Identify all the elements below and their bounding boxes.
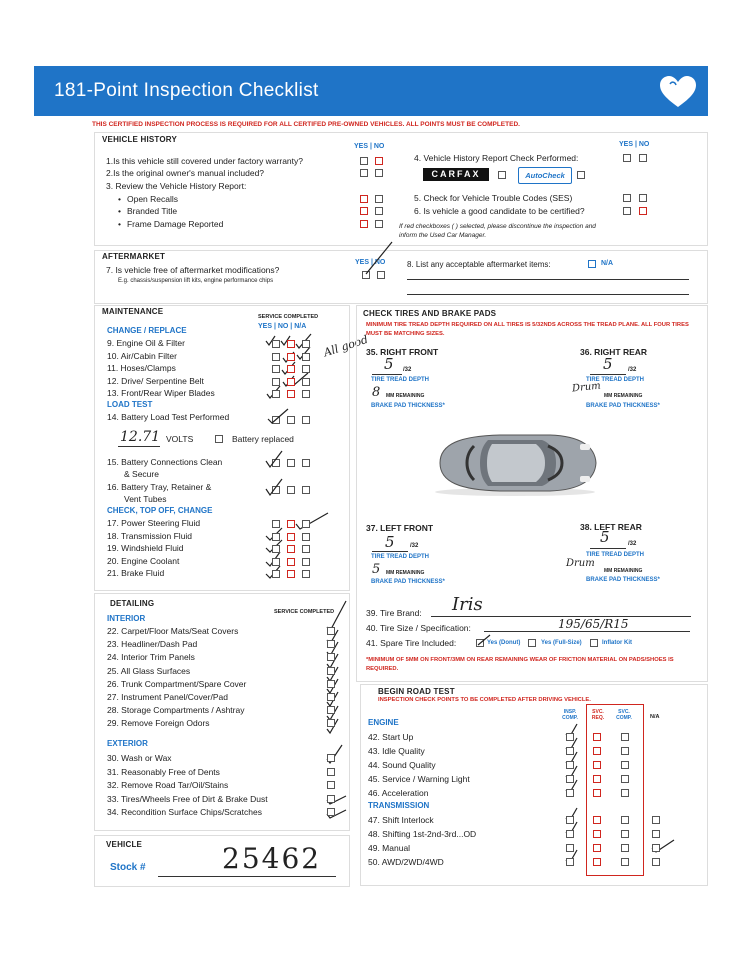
inflator-checkbox[interactable] [590, 639, 598, 647]
min-pad-note: *MINIMUM OF 5MM ON FRONT/3MM ON REAR REMAINING WEAR OF FRICTION MATERIAL ON PADS/SHOES IS REQUIRED. [366, 657, 674, 672]
col-svc-comp: SVC. COMP. [616, 709, 632, 721]
q15-no-checkbox[interactable] [287, 459, 295, 467]
q41: 41. Spare Tire Included: [366, 638, 457, 648]
sub-frame-damage: • Frame Damage Reported [118, 219, 223, 229]
aftermarket-heading: AFTERMARKET [102, 252, 166, 261]
volts-line [118, 446, 160, 447]
q5-no-checkbox[interactable] [639, 194, 647, 202]
frame-yes-checkbox[interactable] [360, 220, 368, 228]
red-note-2: inform the Used Car Manager. [399, 232, 487, 239]
q14-no-checkbox[interactable] [287, 416, 295, 424]
svc-req-checkbox[interactable] [593, 858, 601, 866]
lr-tread-line [590, 548, 626, 549]
q15-na-checkbox[interactable] [302, 459, 310, 467]
tire-size-value[interactable]: 195/65/R15 [558, 617, 629, 631]
rr-tread[interactable]: 5 [603, 355, 613, 373]
maint-item: 18. Transmission Fluid [107, 530, 193, 541]
detail-checkbox[interactable] [327, 808, 335, 816]
aftermarket-line-2[interactable] [407, 294, 689, 295]
road-item: 44. Sound Quality [368, 760, 436, 770]
rf-32: /32 [403, 367, 412, 373]
change-replace-heading: CHANGE / REPLACE [107, 326, 187, 335]
branded-no-checkbox[interactable] [375, 207, 383, 215]
lf-pad-caption: BRAKE PAD THICKNESS* [371, 579, 445, 585]
q7: 7. Is vehicle free of aftermarket modifications? [106, 265, 280, 275]
svc-req-checkbox[interactable] [593, 844, 601, 852]
detail-item: 22. Carpet/Floor Mats/Seat Covers [107, 626, 239, 636]
q7-yes-checkbox[interactable] [362, 271, 370, 279]
rf-pad[interactable]: 8 [372, 385, 381, 400]
spare-donut-checkbox[interactable] [476, 639, 484, 647]
maint-item: 9. Engine Oil & Filter [107, 338, 185, 348]
detail-item: 23. Headliner/Dash Pad [107, 639, 198, 650]
road-item: 42. Start Up [368, 732, 414, 742]
svc-comp-checkbox[interactable] [621, 816, 629, 824]
q7-no-checkbox[interactable] [377, 271, 385, 279]
spare-full-label: Yes (Full-Size) [541, 640, 582, 646]
svc-req-checkbox[interactable] [593, 761, 601, 769]
q4: 4. Vehicle History Report Check Performed: [414, 153, 579, 163]
detail-item: 28. Storage Compartments / Ashtray [107, 705, 245, 716]
maint-item: 17. Power Steering Fluid [107, 518, 201, 528]
maint-svc-completed: SERVICE COMPLETED [258, 314, 319, 320]
q2: 2.Is the original owner's manual included? [106, 168, 265, 178]
battery-replaced-checkbox[interactable] [215, 435, 223, 443]
vehicle-heading: VEHICLE [106, 840, 143, 849]
detail-item: 33. Tires/Wheels Free of Dirt & Brake Dust [107, 793, 268, 804]
q8: 8. List any acceptable aftermarket items: [407, 260, 551, 269]
rf-tread-line [372, 374, 402, 375]
q8-na-checkbox[interactable] [588, 260, 596, 268]
lf-label: 37. LEFT FRONT [366, 523, 434, 533]
red-note-1: If red checkboxes ( ) selected, please discontinue the inspection and [399, 223, 596, 230]
maint-checkbox[interactable] [272, 533, 280, 541]
recalls-no-checkbox[interactable] [375, 195, 383, 203]
q1: 1.Is this vehicle still covered under factory warranty? [106, 156, 304, 166]
volts-value[interactable]: 12.71 [120, 429, 161, 445]
maint-checkbox[interactable] [302, 390, 310, 398]
rr-32: /32 [628, 367, 637, 373]
q16b: Vent Tubes [124, 494, 167, 504]
insp-comp-checkbox[interactable] [566, 747, 574, 755]
maint-checkbox[interactable] [302, 545, 310, 553]
svc-comp-checkbox[interactable] [621, 830, 629, 838]
maint-checkbox[interactable] [287, 545, 295, 553]
header-banner [34, 66, 708, 116]
detail-item: 29. Remove Foreign Odors [107, 718, 210, 729]
detail-checkbox[interactable] [327, 640, 335, 648]
road-item: 50. AWD/2WD/4WD [368, 857, 444, 867]
interior-heading: INTERIOR [107, 614, 146, 623]
maint-checkbox[interactable] [302, 365, 310, 373]
maint-checkbox[interactable] [287, 390, 295, 398]
maint-checkbox[interactable] [272, 520, 280, 528]
detail-checkbox[interactable] [327, 627, 335, 635]
insp-comp-checkbox[interactable] [566, 775, 574, 783]
svc-req-checkbox[interactable] [593, 830, 601, 838]
q14: 14. Battery Load Test Performed [107, 412, 230, 422]
detail-checkbox[interactable] [327, 719, 335, 727]
detail-item: 24. Interior Trim Panels [107, 652, 195, 663]
stock-value[interactable]: 25462 [222, 842, 322, 875]
q6-yes-checkbox[interactable] [623, 207, 631, 215]
lf-32: /32 [410, 543, 419, 549]
aftermarket-section [94, 250, 708, 304]
rf-pad-caption: BRAKE PAD THICKNESS* [371, 403, 445, 409]
maint-item: 12. Drive/ Serpentine Belt [107, 375, 204, 386]
engine-heading: ENGINE [368, 718, 399, 727]
spare-donut-label: Yes (Donut) [487, 640, 521, 646]
lr-tread[interactable]: 5 [600, 528, 610, 546]
q16-no-checkbox[interactable] [287, 486, 295, 494]
q2-no-checkbox[interactable] [375, 169, 383, 177]
maint-checkbox[interactable] [287, 353, 295, 361]
detailing-heading: DETAILING [110, 599, 155, 608]
lr-32: /32 [628, 541, 637, 547]
q1-yes-checkbox[interactable] [360, 157, 368, 165]
car-top-view-icon [430, 430, 600, 496]
road-item: 48. Shifting 1st-2nd-3rd...OD [368, 829, 477, 839]
road-item: 45. Service / Warning Light [368, 774, 470, 784]
maint-checkbox[interactable] [302, 520, 310, 528]
maint-checkbox[interactable] [302, 570, 310, 578]
rr-tread-line [590, 374, 626, 375]
maint-checkbox[interactable] [287, 340, 295, 348]
svc-comp-checkbox[interactable] [621, 747, 629, 755]
carfax-checkbox[interactable] [498, 171, 506, 179]
maintenance-heading: MAINTENANCE [102, 307, 164, 316]
detail-item: 31. Reasonably Free of Dents [107, 766, 220, 777]
maint-checkbox[interactable] [287, 533, 295, 541]
insp-comp-checkbox[interactable] [566, 816, 574, 824]
maint-checkbox[interactable] [287, 520, 295, 528]
carfax-logo: CARFAX [423, 168, 489, 181]
q4-no-checkbox[interactable] [639, 154, 647, 162]
na-checkbox[interactable] [652, 844, 660, 852]
q1-no-checkbox[interactable] [375, 157, 383, 165]
detail-checkbox[interactable] [327, 653, 335, 661]
lr-pad-caption: BRAKE PAD THICKNESS* [586, 577, 660, 583]
lr-pad[interactable]: Drum [566, 558, 595, 569]
detail-item: 34. Recondition Surface Chips/Scratches [107, 807, 262, 817]
insp-comp-checkbox[interactable] [566, 789, 574, 797]
col-na: N/A [650, 714, 660, 720]
lr-tread-caption: TIRE TREAD DEPTH [586, 552, 645, 558]
page-title: 181-Point Inspection Checklist [54, 80, 319, 101]
q16-na-checkbox[interactable] [302, 486, 310, 494]
q16a: 16. Battery Tray, Retainer & [107, 482, 212, 492]
road-item: 49. Manual [368, 843, 411, 853]
exterior-heading: EXTERIOR [107, 739, 148, 748]
svc-comp-checkbox[interactable] [621, 789, 629, 797]
maint-checkbox[interactable] [287, 365, 295, 373]
maint-checkbox[interactable] [302, 340, 310, 348]
svc-req-checkbox[interactable] [593, 747, 601, 755]
recalls-yes-checkbox[interactable] [360, 195, 368, 203]
road-test-note: INSPECTION CHECK POINTS TO BE COMPLETED AFTER DRIVING VEHICLE. [378, 697, 591, 703]
q8-na-label: N/A [601, 260, 614, 267]
insp-comp-checkbox[interactable] [566, 858, 574, 866]
notice-text: THIS CERTIFIED INSPECTION PROCESS IS REQUIRED FOR ALL CERTIFED PRE-OWNED VEHICLES. ALL POINTS MUST BE COMPLETED. [92, 121, 520, 128]
col-svc-req: SVC. REQ. [591, 709, 605, 721]
maint-item: 11. Hoses/Clamps [107, 363, 176, 373]
branded-yes-checkbox[interactable] [360, 207, 368, 215]
spare-full-checkbox[interactable] [528, 639, 536, 647]
q3: 3. Review the Vehicle History Report: [106, 181, 247, 191]
lf-mm: MM REMAINING [386, 570, 425, 576]
maint-item: 10. Air/Cabin Filter [107, 350, 177, 361]
road-test-heading: BEGIN ROAD TEST [378, 687, 455, 696]
detail-checkbox[interactable] [327, 768, 335, 776]
lf-pad[interactable]: 5 [372, 562, 381, 577]
q4-yes-checkbox[interactable] [623, 154, 631, 162]
maint-checkbox[interactable] [272, 545, 280, 553]
maint-checkbox[interactable] [272, 390, 280, 398]
maint-item: 13. Front/Rear Wiper Blades [107, 388, 215, 398]
maint-checkbox[interactable] [302, 533, 310, 541]
q15b: & Secure [124, 469, 159, 479]
q15-yes-checkbox[interactable] [272, 459, 280, 467]
maint-checkbox[interactable] [272, 558, 280, 566]
heart-icon [658, 74, 698, 110]
q6: 6. Is vehicle a good candidate to be certified? [414, 206, 585, 216]
detail-checkbox[interactable] [327, 781, 335, 789]
svc-comp-checkbox[interactable] [621, 858, 629, 866]
rf-tread-caption: TIRE TREAD DEPTH [371, 377, 430, 383]
road-item: 46. Acceleration [368, 788, 429, 798]
rr-pad[interactable]: Drum [571, 380, 602, 395]
stock-line [158, 876, 336, 877]
lr-label: 38. LEFT REAR [580, 522, 642, 532]
svc-req-checkbox[interactable] [593, 775, 601, 783]
na-checkbox[interactable] [652, 816, 660, 824]
yes-no-header: YES | NO [354, 143, 385, 150]
maint-checkbox[interactable] [272, 570, 280, 578]
vehicle-history-heading: VEHICLE HISTORY [102, 135, 178, 144]
q7-note: E.g. chassis/suspension lift kits, engine performance chips [118, 278, 274, 284]
insp-comp-checkbox[interactable] [566, 761, 574, 769]
road-item: 47. Shift Interlock [368, 815, 434, 825]
q40: 40. Tire Size / Specification: [366, 623, 471, 633]
rr-label: 36. RIGHT REAR [580, 347, 648, 357]
rf-mm: MM REMAINING [386, 393, 425, 399]
aftermarket-line-1[interactable] [407, 279, 689, 280]
tire-size-line [484, 631, 690, 632]
maint-item: 19. Windshield Fluid [107, 543, 184, 553]
detail-item: 27. Instrument Panel/Cover/Pad [107, 692, 228, 702]
load-test-heading: LOAD TEST [107, 400, 153, 409]
detail-checkbox[interactable] [327, 795, 335, 803]
svc-req-checkbox[interactable] [593, 789, 601, 797]
detail-svc-completed: SERVICE COMPLETED [274, 609, 335, 615]
tire-brand-value[interactable]: Iris [452, 594, 483, 615]
detail-item: 25. All Glass Surfaces [107, 665, 191, 676]
svc-req-checkbox[interactable] [593, 816, 601, 824]
autocheck-checkbox[interactable] [577, 171, 585, 179]
lf-tread-line [372, 551, 408, 552]
sub-branded-title: • Branded Title [118, 206, 177, 216]
svc-comp-checkbox[interactable] [621, 733, 629, 741]
na-checkbox[interactable] [652, 858, 660, 866]
insp-comp-checkbox[interactable] [566, 830, 574, 838]
rr-tread-caption: TIRE TREAD DEPTH [586, 377, 645, 383]
rf-tread[interactable]: 5 [384, 355, 394, 373]
maint-item: 21. Brake Fluid [107, 568, 165, 578]
tires-heading: CHECK TIRES AND BRAKE PADS [363, 309, 497, 318]
maint-checkbox[interactable] [302, 353, 310, 361]
svc-req-checkbox[interactable] [593, 733, 601, 741]
q2-yes-checkbox[interactable] [360, 169, 368, 177]
detail-checkbox[interactable] [327, 706, 335, 714]
detail-checkbox[interactable] [327, 754, 335, 762]
maint-cols: YES | NO | N/A [258, 323, 307, 330]
lf-tread[interactable]: 5 [385, 533, 395, 551]
maint-item: 20. Engine Coolant [107, 555, 180, 566]
q16-yes-checkbox[interactable] [272, 486, 280, 494]
rf-label: 35. RIGHT FRONT [366, 347, 439, 357]
maint-checkbox[interactable] [287, 558, 295, 566]
road-item: 43. Idle Quality [368, 746, 425, 756]
autocheck-logo: AutoCheck [518, 167, 572, 184]
detail-checkbox[interactable] [327, 667, 335, 675]
transmission-heading: TRANSMISSION [368, 801, 430, 810]
detail-checkbox[interactable] [327, 693, 335, 701]
detail-item: 26. Trunk Compartment/Spare Cover [107, 678, 247, 689]
q14-yes-checkbox[interactable] [272, 416, 280, 424]
detail-item: 30. Wash or Wax [107, 753, 172, 763]
insp-comp-checkbox[interactable] [566, 733, 574, 741]
maint-checkbox[interactable] [272, 378, 280, 386]
check-top-off-heading: CHECK, TOP OFF, CHANGE [107, 506, 213, 515]
svc-comp-checkbox[interactable] [621, 844, 629, 852]
volts-label: VOLTS [166, 434, 194, 444]
lr-mm: MM REMAINING [604, 568, 643, 574]
q39: 39. Tire Brand: [366, 608, 422, 618]
yes-no-header-right: YES | NO [619, 141, 650, 148]
maint-checkbox[interactable] [302, 378, 310, 386]
na-checkbox[interactable] [652, 830, 660, 838]
maint-checkbox[interactable] [272, 365, 280, 373]
rr-mm: MM REMAINING [604, 393, 643, 399]
tires-note: MINIMUM TIRE TREAD DEPTH REQUIRED ON ALL TIRES IS 5/32NDS ACROSS THE TREAD PLANE. ALL FOUR TIRES MUST BE MATCHING SIZES. [366, 322, 689, 337]
sub-open-recalls: • Open Recalls [118, 194, 178, 204]
q5-yes-checkbox[interactable] [623, 194, 631, 202]
insp-comp-checkbox[interactable] [566, 844, 574, 852]
q6-no-checkbox[interactable] [639, 207, 647, 215]
detail-checkbox[interactable] [327, 680, 335, 688]
frame-no-checkbox[interactable] [375, 220, 383, 228]
svc-comp-checkbox[interactable] [621, 761, 629, 769]
all-good-note: All good [322, 332, 370, 360]
stock-label: Stock # [110, 862, 146, 873]
maint-checkbox[interactable] [302, 558, 310, 566]
battery-replaced-label: Battery replaced [232, 434, 294, 444]
lf-tread-caption: TIRE TREAD DEPTH [371, 554, 430, 560]
inflator-label: Inflator Kit [602, 640, 632, 646]
q14-na-checkbox[interactable] [302, 416, 310, 424]
maint-checkbox[interactable] [272, 353, 280, 361]
maint-checkbox[interactable] [287, 378, 295, 386]
rr-pad-caption: BRAKE PAD THICKNESS* [586, 403, 660, 409]
maint-checkbox[interactable] [272, 340, 280, 348]
col-insp-comp: INSP. COMP. [562, 709, 578, 721]
q15a: 15. Battery Connections Clean [107, 457, 223, 467]
q5: 5. Check for Vehicle Trouble Codes (SES) [414, 193, 573, 203]
detail-item: 32. Remove Road Tar/Oil/Stains [107, 780, 229, 790]
aftermarket-yes-no: YES | NO [355, 259, 386, 266]
svc-comp-checkbox[interactable] [621, 775, 629, 783]
maint-checkbox[interactable] [287, 570, 295, 578]
